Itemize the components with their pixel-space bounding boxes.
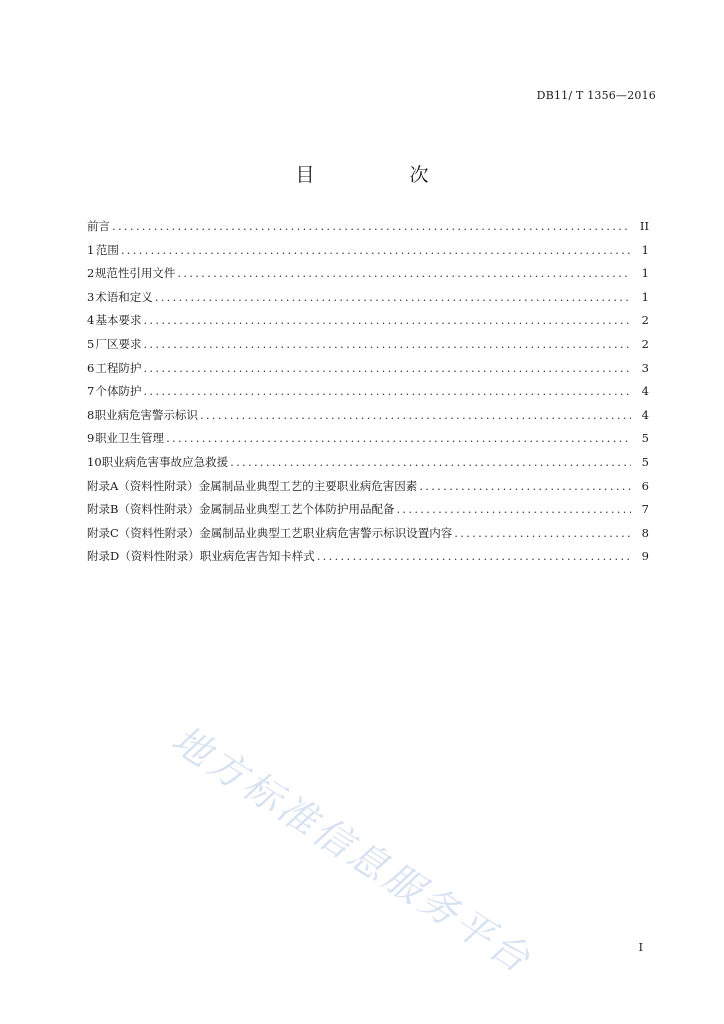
toc-leader (317, 549, 631, 563)
toc-entry-annex-a[interactable] (87, 478, 649, 502)
toc-leader (230, 455, 631, 469)
toc-label: 附录B（资料性附录）金属制品业典型工艺个体防护用品配备 (87, 502, 395, 517)
toc-leader (112, 219, 631, 233)
toc-entry-foreword[interactable] (87, 218, 649, 242)
toc-label: 职业病危害警示标识 (94, 407, 198, 422)
toc-number: 7 (87, 384, 95, 399)
page-number: I (638, 941, 643, 954)
toc-label: 范围 (95, 242, 119, 257)
toc-leader (155, 290, 631, 304)
toc-number: 3 (87, 289, 95, 304)
toc-page: 2 (641, 313, 649, 328)
toc-leader (454, 526, 631, 540)
toc-page: 5 (641, 431, 649, 446)
toc-entry-annex-c[interactable] (87, 525, 649, 549)
toc-entry-1[interactable] (87, 242, 649, 266)
toc-label: 职业卫生管理 (95, 431, 165, 446)
toc-page: 1 (641, 289, 649, 304)
toc-entry-3[interactable] (87, 289, 649, 313)
watermark: 地方标准信息服务平台 (164, 716, 541, 983)
toc-label: 术语和定义 (95, 289, 153, 304)
toc-label: 附录C（资料性附录）金属制品业典型工艺职业病危害警示标识设置内容 (87, 525, 453, 540)
toc-page: 2 (641, 336, 649, 351)
toc-number: 1 (87, 242, 95, 257)
toc-number: 9 (87, 431, 95, 446)
toc-page: 7 (641, 502, 649, 517)
toc-leader (177, 266, 631, 280)
toc-leader (143, 384, 631, 398)
standard-code: DB11/ T 1356—2016 (536, 89, 656, 102)
toc-page: 4 (641, 384, 649, 399)
toc-page: II (639, 219, 649, 233)
toc-number: 10 (87, 454, 102, 469)
toc-label: 前言 (87, 219, 110, 233)
toc-label: 个体防护 (95, 384, 142, 399)
toc-label: 规范性引用文件 (94, 266, 176, 281)
toc-page: 1 (641, 266, 649, 281)
toc-number: 5 (87, 336, 95, 351)
toc-page: 3 (641, 360, 649, 375)
toc-label: 工程防护 (95, 360, 142, 375)
toc-leader (143, 337, 631, 351)
toc-entry-4[interactable] (87, 312, 649, 336)
toc-number: 4 (87, 313, 95, 328)
toc-page: 6 (641, 478, 649, 493)
toc-entry-7[interactable] (87, 383, 649, 407)
toc-page: 8 (641, 525, 649, 540)
toc-number: 8 (87, 407, 95, 422)
toc-number: 2 (87, 266, 95, 281)
toc-page: 9 (641, 549, 649, 564)
toc-entry-5[interactable] (87, 336, 649, 360)
toc-entry-annex-d[interactable] (87, 548, 649, 572)
toc-label: 基本要求 (95, 313, 142, 328)
toc-entry-2[interactable] (87, 265, 649, 289)
toc-number: 6 (87, 360, 95, 375)
toc-leader (143, 361, 631, 375)
toc-entry-6[interactable] (87, 360, 649, 384)
toc-label: 厂区要求 (95, 336, 142, 351)
toc-page: 1 (641, 242, 649, 257)
toc-label: 附录A（资料性附录）金属制品业典型工艺的主要职业病危害因素 (87, 478, 418, 493)
table-of-contents (87, 218, 649, 572)
toc-leader (200, 408, 631, 422)
toc-entry-9[interactable] (87, 430, 649, 454)
toc-page: 5 (641, 454, 649, 469)
toc-leader (419, 479, 631, 493)
toc-label: 附录D（资料性附录）职业病危害告知卡样式 (87, 549, 315, 564)
toc-leader (166, 431, 631, 445)
toc-page: 4 (641, 407, 649, 422)
toc-leader (396, 502, 631, 516)
toc-entry-8[interactable] (87, 407, 649, 431)
page-title: 目 次 (295, 164, 467, 186)
toc-leader (143, 313, 631, 327)
toc-label: 职业病危害事故应急救援 (101, 454, 229, 469)
toc-leader (121, 243, 631, 257)
toc-entry-10[interactable] (87, 454, 649, 478)
toc-entry-annex-b[interactable] (87, 501, 649, 525)
